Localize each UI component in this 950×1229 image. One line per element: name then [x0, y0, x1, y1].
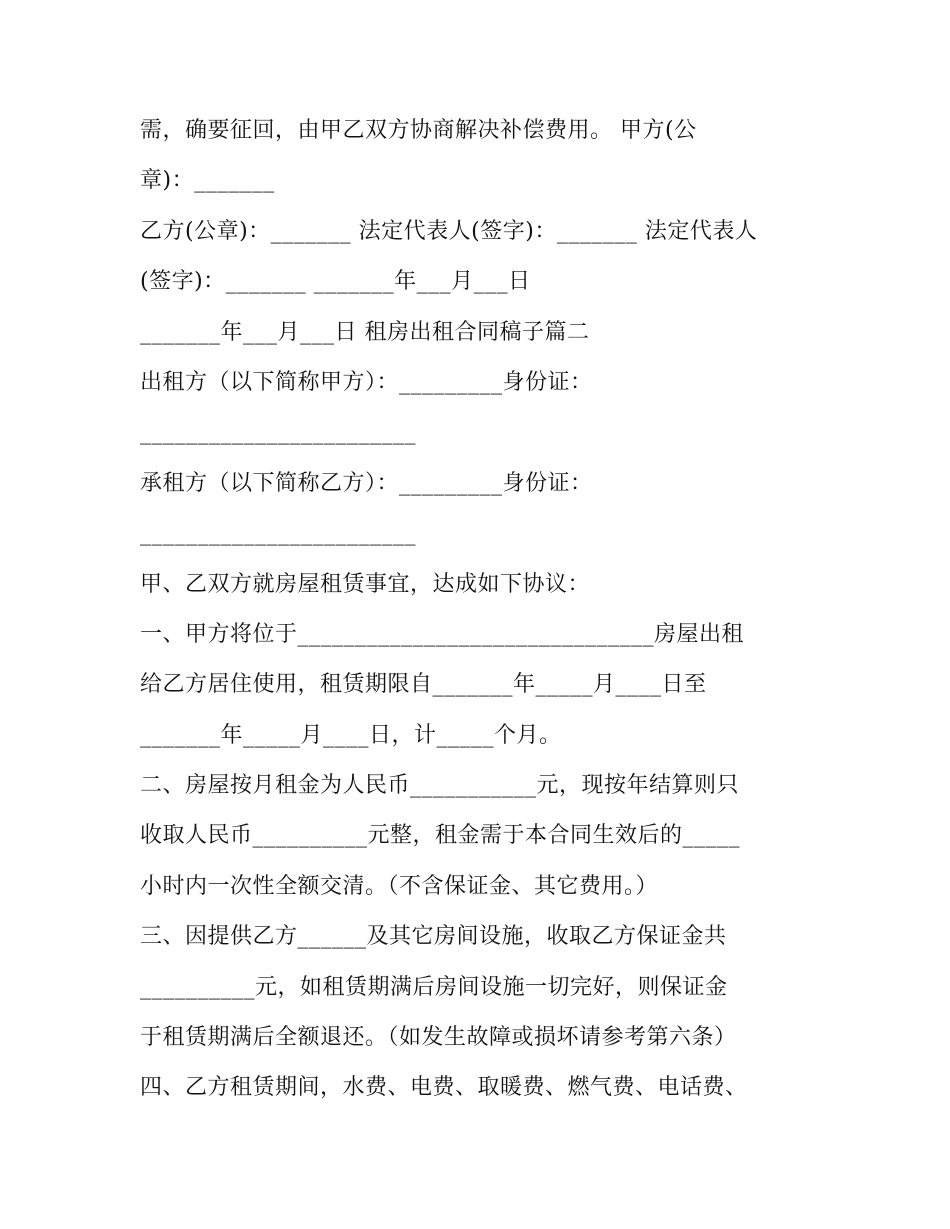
text-line: __________元，如租赁期满后房间设施一切完好，则保证金 [140, 974, 728, 1000]
text-line: 章)：_______ [140, 168, 275, 194]
text-line: 四、乙方租赁期间，水费、电费、取暖费、燃气费、电话费、 [140, 1075, 748, 1101]
text-line: 一、甲方将位于_______________________________房屋出租 [140, 621, 745, 647]
text-line: 二、房屋按月租金为人民币___________元，现按年结算则只 [140, 773, 740, 799]
text-line: 三、因提供乙方______及其它房间设施，收取乙方保证金共 [140, 924, 727, 950]
text-line: 承租方（以下简称乙方）：_________身份证： [140, 470, 593, 496]
text-line: (签字)：_______ _______年___月___日 [140, 269, 531, 295]
text-line: _______年_____月____日，计_____个月。 [140, 722, 562, 748]
document-body [140, 106, 820, 1114]
text-line: 给乙方居住使用，租赁期限自_______年_____月____日至 [140, 672, 707, 698]
text-line: 需，确要征回，由甲乙双方协商解决补偿费用。 甲方(公 [140, 118, 697, 143]
text-line: 甲、乙双方就房屋租赁事宜，达成如下协议： [140, 571, 591, 597]
text-line: 收取人民币__________元整，租金需于本合同生效后的_____ [140, 823, 741, 849]
text-line: 出租方（以下简称甲方）：_________身份证： [140, 369, 593, 395]
text-line: ________________________ [140, 521, 416, 547]
text-line: 乙方(公章)：_______ 法定代表人(签字)：_______ 法定代表人 [140, 218, 758, 244]
text-line: 小时内一次性全额交清。（不含保证金、其它费用。） [140, 873, 659, 899]
text-line: _______年___月___日 租房出租合同稿子篇二 [140, 319, 590, 345]
text-line: ________________________ [140, 420, 416, 446]
text-line: 于租赁期满后全额退还。（如发生故障或损坏请参考第六条） [140, 1025, 737, 1051]
